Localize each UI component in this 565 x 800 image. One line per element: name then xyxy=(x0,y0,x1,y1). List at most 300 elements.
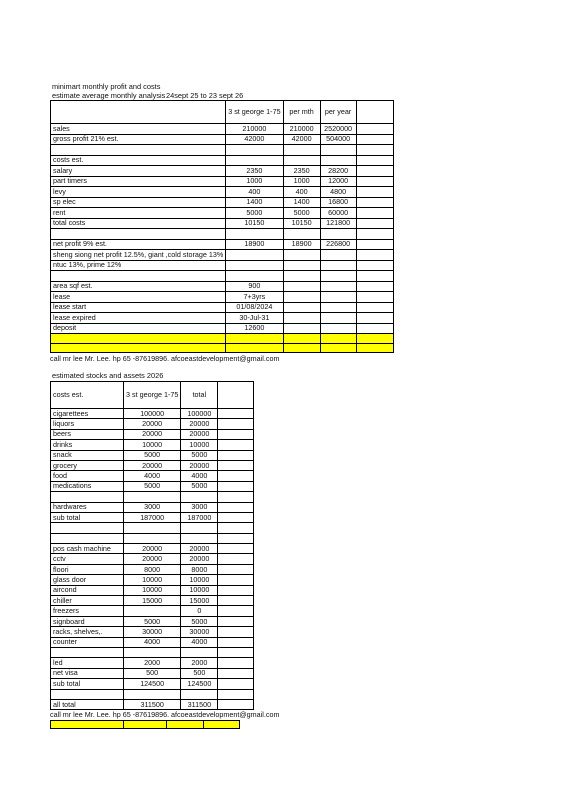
stocks-assets-table xyxy=(50,381,254,710)
row-label xyxy=(51,271,226,282)
cell-per-year xyxy=(320,155,356,166)
row-label: net profit 9% est. xyxy=(51,239,226,250)
table-row xyxy=(51,471,254,481)
cell-total: 100000 xyxy=(181,409,218,419)
row-label: all total xyxy=(51,699,124,709)
header-cell-store: 3 st george 1-75 xyxy=(124,382,181,409)
row-label: snack xyxy=(51,450,124,460)
table-row xyxy=(51,689,254,699)
cell-empty xyxy=(218,699,254,709)
table-row xyxy=(51,197,394,208)
row-label xyxy=(51,533,124,543)
row-label: levy xyxy=(51,187,226,198)
cell-empty xyxy=(356,281,393,292)
row-label: cctv xyxy=(51,554,124,564)
sheet1-subtitle-left: estimate average monthly analysis xyxy=(52,91,166,100)
row-label: liquors xyxy=(51,419,124,429)
cell-empty xyxy=(320,250,356,261)
cell-empty xyxy=(320,281,356,292)
row-label xyxy=(51,523,124,533)
cell-value: 7+3yrs xyxy=(226,292,283,303)
cell-store: 100000 xyxy=(124,409,181,419)
table-row xyxy=(51,554,254,564)
highlight-cell xyxy=(167,721,204,729)
cell-per-month: 1400 xyxy=(283,197,320,208)
cell-per-year: 16800 xyxy=(320,197,356,208)
table-row xyxy=(51,409,254,419)
table-row xyxy=(51,606,254,616)
highlight-cell xyxy=(283,334,320,344)
cell-empty xyxy=(356,250,393,261)
cell-empty xyxy=(218,492,254,502)
cell-empty xyxy=(320,323,356,334)
table-row xyxy=(51,502,254,512)
cell-per-month: 42000 xyxy=(283,134,320,145)
cell-store: 15000 xyxy=(124,596,181,606)
cell-empty xyxy=(218,450,254,460)
cell-empty xyxy=(218,606,254,616)
table-row xyxy=(51,166,394,177)
cell-empty xyxy=(356,260,393,271)
cell-store: 1400 xyxy=(226,197,283,208)
cell-per-year: 2520000 xyxy=(320,124,356,135)
cell-empty xyxy=(218,596,254,606)
cell-store: 187000 xyxy=(124,512,181,522)
highlight-cell xyxy=(356,334,393,344)
cell-per-month: 18900 xyxy=(283,239,320,250)
cell-store: 10000 xyxy=(124,440,181,450)
cell-total xyxy=(181,533,218,543)
cell-empty xyxy=(283,260,320,271)
cell-per-month xyxy=(283,155,320,166)
table-row xyxy=(51,585,254,595)
cell-store: 500 xyxy=(124,668,181,678)
header-cell-costs: costs est. xyxy=(51,382,124,409)
sheet2-title: estimated stocks and assets 2026 xyxy=(52,371,164,380)
cell-empty xyxy=(320,292,356,303)
cell-total xyxy=(181,647,218,657)
cell-empty xyxy=(283,292,320,303)
row-label: grocery xyxy=(51,460,124,470)
cell-total: 20000 xyxy=(181,419,218,429)
cell-empty xyxy=(356,134,393,145)
cell-empty xyxy=(218,627,254,637)
table-row xyxy=(51,658,254,668)
table-header-row xyxy=(51,101,394,124)
header-cell-per-month: per mth xyxy=(283,101,320,124)
table-row xyxy=(51,699,254,709)
row-label: area sqf est. xyxy=(51,281,226,292)
header-cell xyxy=(356,101,393,124)
cell-empty xyxy=(226,260,283,271)
cell-store: 400 xyxy=(226,187,283,198)
header-cell xyxy=(51,101,226,124)
cell-empty xyxy=(218,658,254,668)
cell-empty xyxy=(218,585,254,595)
cell-store: 30000 xyxy=(124,627,181,637)
cell-store xyxy=(124,533,181,543)
table-row xyxy=(51,637,254,647)
cell-per-year: 4800 xyxy=(320,187,356,198)
cell-total: 4000 xyxy=(181,637,218,647)
cell-per-year: 60000 xyxy=(320,208,356,219)
cell-empty xyxy=(218,419,254,429)
cell-total: 2000 xyxy=(181,658,218,668)
cell-empty xyxy=(356,323,393,334)
cell-store: 4000 xyxy=(124,471,181,481)
table-row xyxy=(51,627,254,637)
cell-empty xyxy=(356,155,393,166)
row-label: sp elec xyxy=(51,197,226,208)
cell-empty xyxy=(356,145,393,156)
cell-store xyxy=(124,492,181,502)
table-row xyxy=(51,616,254,626)
profit-costs-table xyxy=(50,100,394,353)
cell-per-month xyxy=(283,145,320,156)
row-label: counter xyxy=(51,637,124,647)
row-label: food xyxy=(51,471,124,481)
cell-total: 0 xyxy=(181,606,218,616)
cell-empty xyxy=(218,471,254,481)
cell-per-year xyxy=(320,145,356,156)
cell-store xyxy=(226,155,283,166)
cell-store xyxy=(124,647,181,657)
cell-empty xyxy=(218,544,254,554)
row-label: lease xyxy=(51,292,226,303)
cell-total: 5000 xyxy=(181,481,218,491)
cell-value: 12600 xyxy=(226,323,283,334)
row-label: lease expired xyxy=(51,313,226,324)
table-row xyxy=(51,533,254,543)
table-row xyxy=(51,187,394,198)
table-row xyxy=(51,679,254,689)
highlight-row xyxy=(51,334,394,344)
cell-empty xyxy=(218,616,254,626)
cell-total: 10000 xyxy=(181,585,218,595)
row-label: sub total xyxy=(51,512,124,522)
cell-total: 30000 xyxy=(181,627,218,637)
cell-store: 20000 xyxy=(124,544,181,554)
highlight-cell xyxy=(283,343,320,353)
cell-store xyxy=(226,145,283,156)
table-row xyxy=(51,302,394,313)
table-row xyxy=(51,176,394,187)
cell-store: 20000 xyxy=(124,460,181,470)
cell-per-month: 2350 xyxy=(283,166,320,177)
header-cell-store: 3 st george 1-75 xyxy=(226,101,283,124)
cell-total: 5000 xyxy=(181,450,218,460)
cell-total: 20000 xyxy=(181,460,218,470)
cell-value: 30-Jul-31 xyxy=(226,313,283,324)
row-label xyxy=(51,647,124,657)
row-label: pos cash machine xyxy=(51,544,124,554)
cell-store: 5000 xyxy=(124,450,181,460)
row-label: drinks xyxy=(51,440,124,450)
table-header-row xyxy=(51,382,254,409)
cell-empty xyxy=(356,239,393,250)
row-label: salary xyxy=(51,166,226,177)
sheet1-title: minimart monthly profit and costs xyxy=(52,82,161,91)
row-label: gross profit 21% est. xyxy=(51,134,226,145)
cell-empty xyxy=(356,208,393,219)
cell-store: 5000 xyxy=(124,481,181,491)
cell-empty xyxy=(283,323,320,334)
cell-empty xyxy=(356,218,393,229)
cell-empty xyxy=(218,502,254,512)
header-cell xyxy=(218,382,254,409)
cell-empty xyxy=(283,271,320,282)
cell-total: 124500 xyxy=(181,679,218,689)
highlight-cell xyxy=(51,334,226,344)
row-label: chiller xyxy=(51,596,124,606)
cell-empty xyxy=(218,440,254,450)
cell-per-year: 28200 xyxy=(320,166,356,177)
cell-per-month: 400 xyxy=(283,187,320,198)
highlight-cell xyxy=(320,343,356,353)
row-label: led xyxy=(51,658,124,668)
cell-store: 10000 xyxy=(124,585,181,595)
cell-store: 10000 xyxy=(124,575,181,585)
cell-total xyxy=(181,492,218,502)
row-label: net visa xyxy=(51,668,124,678)
cell-empty xyxy=(218,554,254,564)
table-row xyxy=(51,155,394,166)
cell-empty xyxy=(218,575,254,585)
cell-total: 15000 xyxy=(181,596,218,606)
note-row-label: ntuc 13%, prime 12% xyxy=(51,260,226,271)
highlight-row xyxy=(51,343,394,353)
cell-empty xyxy=(226,250,283,261)
highlight-cell xyxy=(204,721,240,729)
cell-total: 311500 xyxy=(181,699,218,709)
cell-total: 10000 xyxy=(181,440,218,450)
cell-store: 5000 xyxy=(226,208,283,219)
row-label xyxy=(51,689,124,699)
header-cell-per-year: per year xyxy=(320,101,356,124)
cell-empty xyxy=(356,302,393,313)
cell-value: 01/08/2024 xyxy=(226,302,283,313)
cell-per-year xyxy=(320,229,356,240)
cell-empty xyxy=(218,533,254,543)
cell-total: 187000 xyxy=(181,512,218,522)
row-label: sales xyxy=(51,124,226,135)
highlight-cell xyxy=(226,334,283,344)
cell-total: 20000 xyxy=(181,429,218,439)
row-label: rent xyxy=(51,208,226,219)
row-label: costs est. xyxy=(51,155,226,166)
cell-store: 124500 xyxy=(124,679,181,689)
highlight-cell xyxy=(226,343,283,353)
cell-total: 8000 xyxy=(181,564,218,574)
table-row xyxy=(51,440,254,450)
cell-store: 20000 xyxy=(124,419,181,429)
row-label xyxy=(51,492,124,502)
table-row xyxy=(51,544,254,554)
row-label: part timers xyxy=(51,176,226,187)
cell-empty xyxy=(320,313,356,324)
table-row xyxy=(51,419,254,429)
highlight-row-table xyxy=(50,720,240,729)
cell-store: 3000 xyxy=(124,502,181,512)
row-label: lease start xyxy=(51,302,226,313)
highlight-cell xyxy=(356,343,393,353)
sheet1-subtitle-right: 24sept 25 to 23 sept 26 xyxy=(166,91,244,100)
row-label: hardwares xyxy=(51,502,124,512)
cell-per-month: 5000 xyxy=(283,208,320,219)
row-label: signboard xyxy=(51,616,124,626)
cell-value xyxy=(226,271,283,282)
cell-store: 5000 xyxy=(124,616,181,626)
cell-empty xyxy=(218,647,254,657)
cell-empty xyxy=(283,313,320,324)
cell-total: 500 xyxy=(181,668,218,678)
table-row xyxy=(51,218,394,229)
table-row xyxy=(51,647,254,657)
cell-empty xyxy=(356,197,393,208)
cell-empty xyxy=(218,668,254,678)
cell-per-year: 12000 xyxy=(320,176,356,187)
cell-per-year: 226800 xyxy=(320,239,356,250)
cell-empty xyxy=(320,302,356,313)
row-label: beers xyxy=(51,429,124,439)
cell-total: 3000 xyxy=(181,502,218,512)
cell-total: 20000 xyxy=(181,554,218,564)
cell-empty xyxy=(283,281,320,292)
cell-empty xyxy=(283,250,320,261)
row-label: racks, shelves,. xyxy=(51,627,124,637)
cell-empty xyxy=(283,302,320,313)
cell-empty xyxy=(356,271,393,282)
highlight-cell xyxy=(320,334,356,344)
cell-per-year: 121800 xyxy=(320,218,356,229)
cell-store: 2000 xyxy=(124,658,181,668)
cell-empty xyxy=(218,481,254,491)
row-label: medications xyxy=(51,481,124,491)
table-row xyxy=(51,492,254,502)
header-cell-total: total xyxy=(181,382,218,409)
highlight-cell xyxy=(51,343,226,353)
cell-empty xyxy=(218,512,254,522)
table-row xyxy=(51,323,394,334)
highlight-row xyxy=(51,721,240,729)
table-row xyxy=(51,523,254,533)
row-label: glass door xyxy=(51,575,124,585)
row-label: aircond xyxy=(51,585,124,595)
table-row xyxy=(51,271,394,282)
cell-per-month: 1000 xyxy=(283,176,320,187)
cell-store: 10150 xyxy=(226,218,283,229)
cell-per-month: 10150 xyxy=(283,218,320,229)
cell-empty xyxy=(218,564,254,574)
cell-empty xyxy=(356,313,393,324)
cell-total xyxy=(181,689,218,699)
cell-store: 8000 xyxy=(124,564,181,574)
cell-store xyxy=(124,606,181,616)
table-row xyxy=(51,512,254,522)
cell-empty xyxy=(356,187,393,198)
cell-store: 18900 xyxy=(226,239,283,250)
table-row xyxy=(51,575,254,585)
cell-value: 900 xyxy=(226,281,283,292)
cell-store: 20000 xyxy=(124,429,181,439)
row-label: floori xyxy=(51,564,124,574)
cell-empty xyxy=(218,460,254,470)
cell-total xyxy=(181,523,218,533)
table-row xyxy=(51,668,254,678)
table-row xyxy=(51,208,394,219)
highlight-cell xyxy=(51,721,124,729)
table-row xyxy=(51,239,394,250)
table-row xyxy=(51,134,394,145)
table-row xyxy=(51,596,254,606)
cell-store: 2350 xyxy=(226,166,283,177)
cell-store: 210000 xyxy=(226,124,283,135)
cell-empty xyxy=(356,124,393,135)
table-row xyxy=(51,450,254,460)
table-row xyxy=(51,429,254,439)
cell-empty xyxy=(218,429,254,439)
cell-empty xyxy=(218,523,254,533)
cell-empty xyxy=(320,260,356,271)
cell-empty xyxy=(218,637,254,647)
cell-total: 4000 xyxy=(181,471,218,481)
cell-per-year: 504000 xyxy=(320,134,356,145)
cell-empty xyxy=(320,271,356,282)
table-row xyxy=(51,313,394,324)
table-row xyxy=(51,250,394,261)
table-row xyxy=(51,124,394,135)
note-row-label: sheng siong net profit 12.5%, giant ,cold storage 13% xyxy=(51,250,226,261)
cell-store: 42000 xyxy=(226,134,283,145)
cell-store: 4000 xyxy=(124,637,181,647)
table-row xyxy=(51,292,394,303)
table-row xyxy=(51,481,254,491)
cell-empty xyxy=(356,176,393,187)
cell-per-month: 210000 xyxy=(283,124,320,135)
cell-store xyxy=(226,229,283,240)
row-label: cigarettees xyxy=(51,409,124,419)
cell-empty xyxy=(356,229,393,240)
cell-empty xyxy=(356,166,393,177)
table-row xyxy=(51,460,254,470)
row-label: total costs xyxy=(51,218,226,229)
cell-store: 311500 xyxy=(124,699,181,709)
sheet1-contact-note: call mr lee Mr. Lee. hp 65 -87619896. afcoeastdevelopment@gmail.com xyxy=(50,354,280,363)
sheet2-contact-note: call mr lee Mr. Lee. hp 65 -87619896. afcoeastdevelopment@gmail.com xyxy=(50,710,280,719)
row-label xyxy=(51,145,226,156)
cell-total: 20000 xyxy=(181,544,218,554)
cell-store: 1000 xyxy=(226,176,283,187)
row-label xyxy=(51,229,226,240)
cell-total: 10000 xyxy=(181,575,218,585)
table-row xyxy=(51,145,394,156)
cell-empty xyxy=(356,292,393,303)
cell-store: 20000 xyxy=(124,554,181,564)
cell-empty xyxy=(218,409,254,419)
table-row xyxy=(51,281,394,292)
table-row xyxy=(51,260,394,271)
row-label: freezers xyxy=(51,606,124,616)
cell-empty xyxy=(218,679,254,689)
cell-per-month xyxy=(283,229,320,240)
row-label: deposit xyxy=(51,323,226,334)
cell-store xyxy=(124,689,181,699)
row-label: sub total xyxy=(51,679,124,689)
table-row xyxy=(51,564,254,574)
cell-total: 5000 xyxy=(181,616,218,626)
cell-empty xyxy=(218,689,254,699)
table-row xyxy=(51,229,394,240)
